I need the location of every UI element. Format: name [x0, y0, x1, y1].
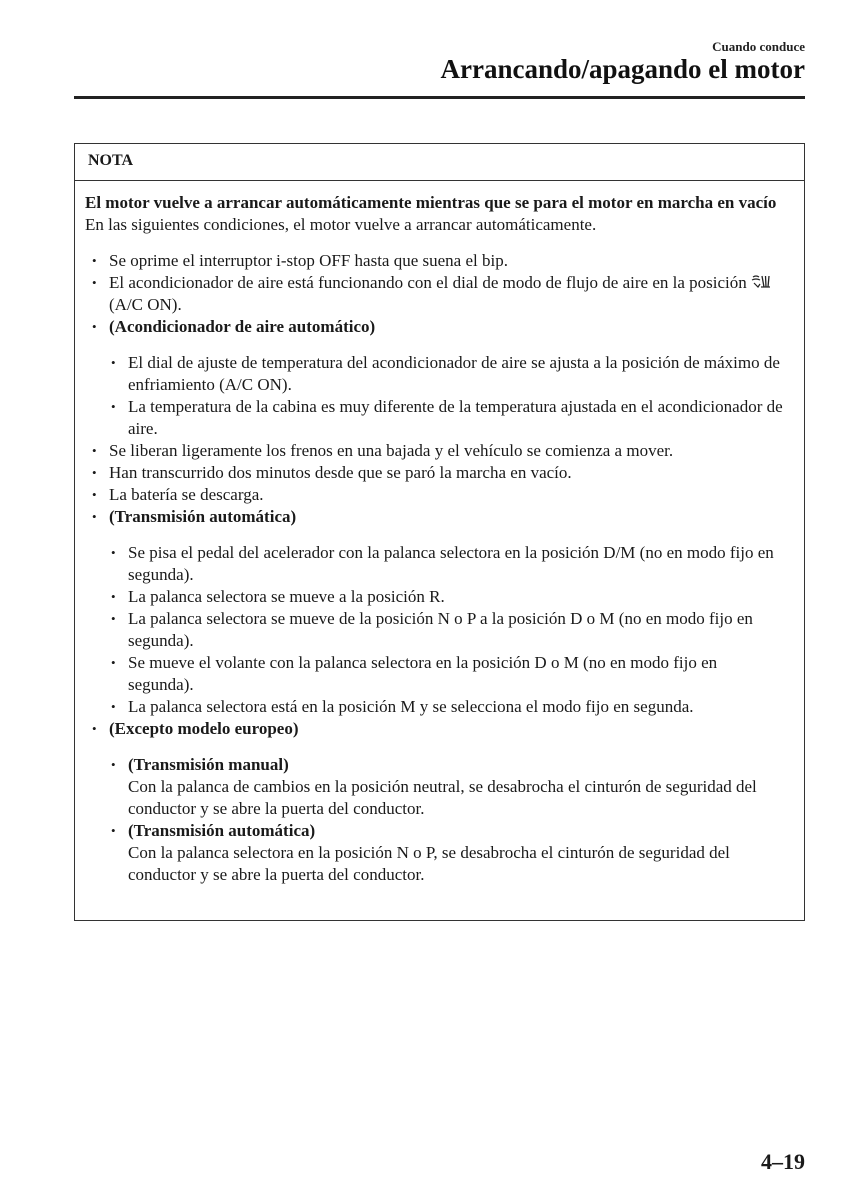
item-heading: (Excepto modelo europeo) — [109, 719, 299, 738]
list-item — [85, 608, 784, 652]
item-text: Se oprime el interruptor i-stop OFF hasta que suena el bip. — [109, 251, 508, 270]
condition-list — [85, 250, 784, 338]
bullet: • — [92, 253, 97, 268]
item-text: Con la palanca de cambios en la posición neutral, se desabrocha el cinturón de seguridad del conductor y se abre la puerta del conductor. — [128, 777, 757, 818]
list-item — [85, 316, 784, 338]
list-item — [85, 586, 784, 608]
list-item — [85, 484, 784, 506]
list-item — [85, 396, 784, 440]
list-item — [85, 696, 784, 718]
item-text: La palanca selectora se mueve a la posición R. — [128, 587, 445, 606]
item-text: El acondicionador de aire está funcionando con el dial de modo de flujo de aire en la posición — [109, 273, 747, 292]
condition-list-cont — [85, 440, 784, 528]
bullet: • — [111, 655, 116, 670]
section-label: Cuando conduce — [712, 39, 805, 54]
item-text: Con la palanca selectora en la posición N o P, se desabrocha el cinturón de seguridad del conductor y se abre la puerta del conductor. — [128, 843, 730, 884]
item-text: Se liberan ligeramente los frenos en una bajada y el vehículo se comienza a mover. — [109, 441, 674, 460]
sub-list-automatic — [85, 542, 784, 718]
item-heading: (Acondicionador de aire automático) — [109, 317, 376, 336]
bullet: • — [92, 487, 97, 502]
bullet: • — [92, 275, 97, 290]
page-number: 4–19 — [761, 1149, 805, 1174]
bullet: • — [92, 443, 97, 458]
list-item — [85, 542, 784, 586]
bullet: • — [111, 589, 116, 604]
sub-list-auto-ac — [85, 352, 784, 440]
bullet: • — [111, 545, 116, 560]
defrost-floor-airflow-icon — [751, 274, 771, 290]
bullet: • — [111, 355, 116, 370]
bullet: • — [92, 319, 97, 334]
bullet: • — [92, 509, 97, 524]
item-text: Se pisa el pedal del acelerador con la palanca selectora en la posición D/M (no en modo fijo en segunda). — [128, 543, 774, 584]
list-item — [85, 718, 784, 740]
item-text: Han transcurrido dos minutos desde que se paró la marcha en vacío. — [109, 463, 572, 482]
bullet: • — [111, 823, 116, 838]
item-text: La batería se descarga. — [109, 485, 264, 504]
list-item — [85, 506, 784, 528]
bullet: • — [111, 611, 116, 626]
list-item — [85, 754, 784, 820]
note-lead: En las siguientes condiciones, el motor vuelve a arrancar automáticamente. — [85, 215, 597, 234]
list-item — [85, 250, 784, 272]
page-title: Arrancando/apagando el motor — [440, 54, 805, 84]
list-item — [85, 440, 784, 462]
item-text: El dial de ajuste de temperatura del acondicionador de aire se ajusta a la posición de máximo de enfriamiento (A/C ON). — [128, 353, 780, 394]
list-item — [85, 462, 784, 484]
bullet: • — [111, 757, 116, 772]
list-item — [85, 272, 784, 316]
sub-list-non-european — [85, 754, 784, 886]
bullet: • — [111, 699, 116, 714]
item-heading: (Transmisión manual) — [128, 755, 289, 774]
item-text: La palanca selectora está en la posición M y se selecciona el modo fijo en segunda. — [128, 697, 694, 716]
item-text-tail: (A/C ON). — [109, 295, 182, 314]
list-item — [85, 820, 784, 886]
item-heading: (Transmisión automática) — [109, 507, 297, 526]
list-item — [85, 352, 784, 396]
note-box — [74, 143, 805, 921]
list-item — [85, 652, 784, 696]
condition-list-cont2 — [85, 718, 784, 740]
item-text: Se mueve el volante con la palanca selectora en la posición D o M (no en modo fijo en segunda). — [128, 653, 718, 694]
item-heading: (Transmisión automática) — [128, 821, 316, 840]
note-lead-bold: El motor vuelve a arrancar automáticamente mientras que se para el motor en marcha en vacío — [85, 193, 777, 212]
item-text: La temperatura de la cabina es muy diferente de la temperatura ajustada en el acondicionador de aire. — [128, 397, 783, 438]
item-text: La palanca selectora se mueve de la posición N o P a la posición D o M (no en modo fijo en segunda). — [128, 609, 753, 650]
bullet: • — [111, 399, 116, 414]
note-header: NOTA — [75, 144, 804, 181]
note-body — [75, 181, 804, 886]
bullet: • — [92, 465, 97, 480]
bullet: • — [92, 721, 97, 736]
title-rule — [74, 96, 805, 99]
